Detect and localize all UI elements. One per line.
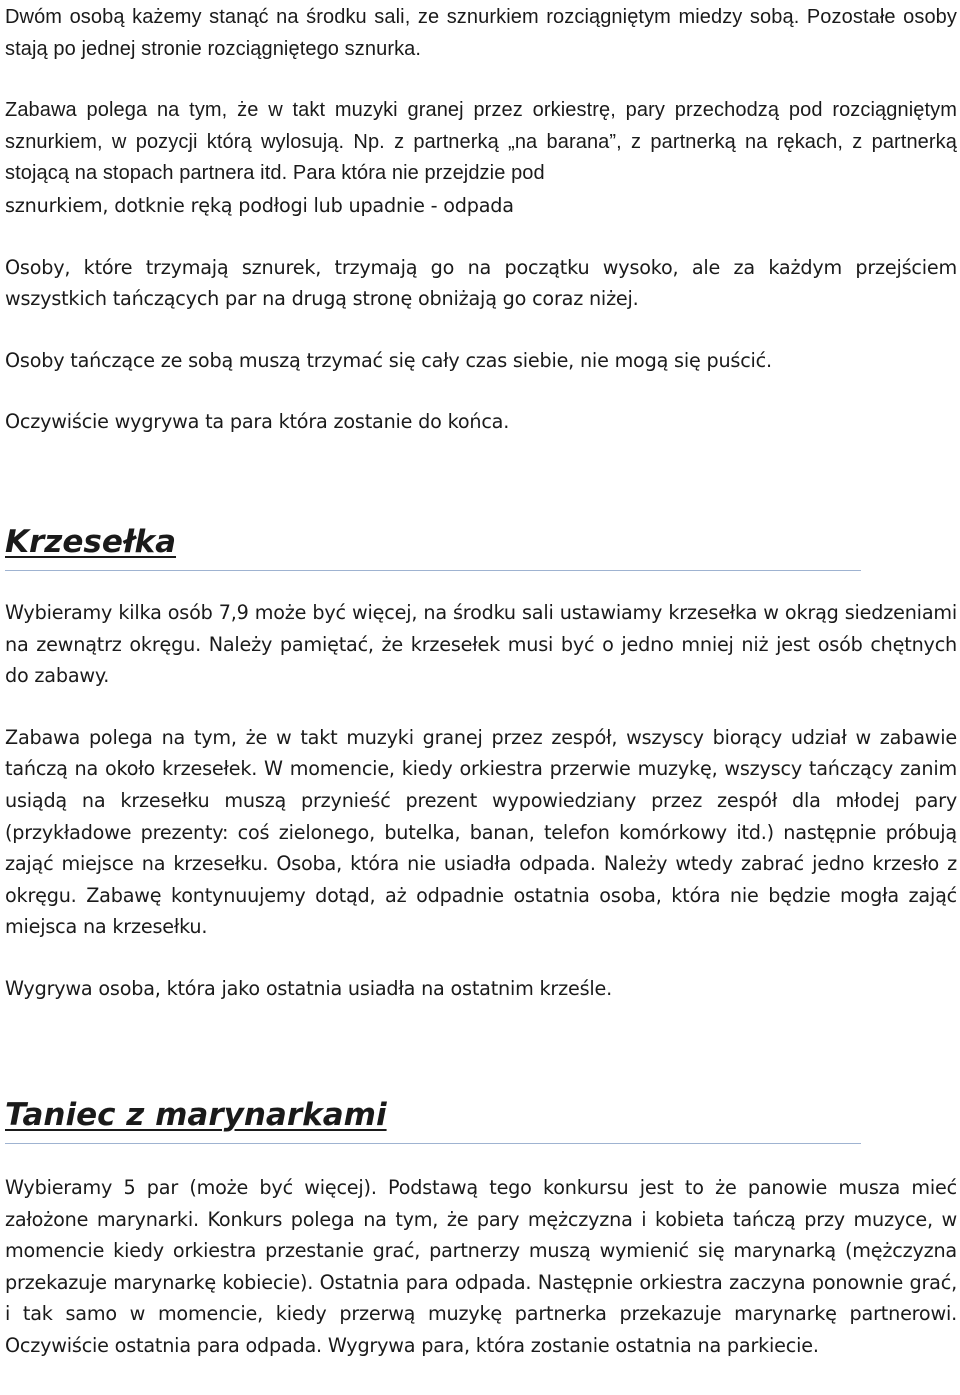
intro-paragraph-2-main: Zabawa polega na tym, że w takt muzyki granej przez orkiestrę, pary przechodzą pod rozciągniętym sznurkiem, w pozycji którą wylosują. Np. z partnerką „na barana”, z partnerką na rękach, z partnerką stojącą na stopach partnera itd. Para która nie przejdzie pod — [5, 99, 957, 185]
intro-paragraph-2-tail: sznurkiem, dotknie ręką podłogi lub upadnie - odpada — [5, 193, 514, 217]
intro-paragraph-5: Oczywiście wygrywa ta para która zostanie do końca. — [5, 410, 510, 434]
section-title-marynarki: Taniec z marynarkami — [5, 1097, 387, 1133]
krzeselka-paragraph-3: Wygrywa osoba, która jako ostatnia usiadła na ostatnim krześle. — [5, 976, 613, 1000]
section-divider — [5, 570, 861, 571]
section-divider — [5, 1143, 861, 1144]
intro-paragraph-2 — [5, 95, 957, 190]
section-title-krzeselka: Krzesełka — [5, 524, 177, 560]
intro-paragraph-4: Osoby tańczące ze sobą muszą trzymać się cały czas siebie, nie mogą się puścić. — [5, 348, 772, 372]
intro-paragraph-1: Dwóm osobą każemy stanąć na środku sali, ze sznurkiem rozciągniętym miedzy sobą. Pozostałe osoby stają po jednej stronie rozciągniętego sznurka. — [5, 6, 957, 60]
intro-paragraph-3: Osoby, które trzymają sznurek, trzymają go na początku wysoko, ale za każdym przejściem wszystkich tańczących par na drugą stronę obniżają go coraz niżej. — [5, 255, 957, 311]
marynarki-body — [5, 1172, 957, 1362]
krzeselka-paragraph-1: Wybieramy kilka osób 7,9 może być więcej, na środku sali ustawiamy krzesełka w okrąg siedzeniami na zewnątrz okręgu. Należy pamiętać, że krzesełek musi być o jedno mniej niż jest osób chętnych do zabawy. — [5, 601, 957, 688]
section-krzeselka — [5, 522, 957, 571]
marynarki-paragraph-1: Wybieramy 5 par (może być więcej). Podstawą tego konkursu jest to że panowie musza mieć założone marynarki. Konkurs polega na tym, że pary mężczyzna i kobieta tańczą przy muzyce, w momencie kiedy orkiestra przestanie grać, partnerzy muszą wymienić się marynarką (mężczyzna przekazuje marynarkę kobiecie). Ostatnia para odpada. Następnie orkiestra zaczyna ponownie grać, i tak samo w momencie, kiedy przerwą muzykę partnerka przekazuje marynarkę partnerowi. Oczywiście ostatnia para odpada. Wygrywa para, która zostanie ostatnia na parkiecie. — [5, 1176, 957, 1357]
krzeselka-body — [5, 597, 957, 1005]
krzeselka-paragraph-2: Zabawa polega na tym, że w takt muzyki granej przez zespół, wszyscy biorący udział w zabawie tańczą na około krzesełek. W momencie, kiedy orkiestra przerwie muzykę, wszyscy tańczący zanim usiądą na krzesełku muszą przynieść prezent wypowiedziany przez zespół dla młodej pary (przykładowe prezenty: coś zielonego, butelka, banan, telefon komórkowy itd.) następnie próbują zająć miejsce na krzesełku. Osoba, która nie usiadła odpada. Należy wtedy zabrać jedno krzesło z okręgu. Zabawę kontynuujemy dotąd, aż odpadnie ostatnia osoba, która nie będzie mogła zająć miejsca na krzesełku. — [5, 725, 957, 939]
section-marynarki — [5, 1095, 957, 1144]
intro-section — [5, 2, 957, 438]
